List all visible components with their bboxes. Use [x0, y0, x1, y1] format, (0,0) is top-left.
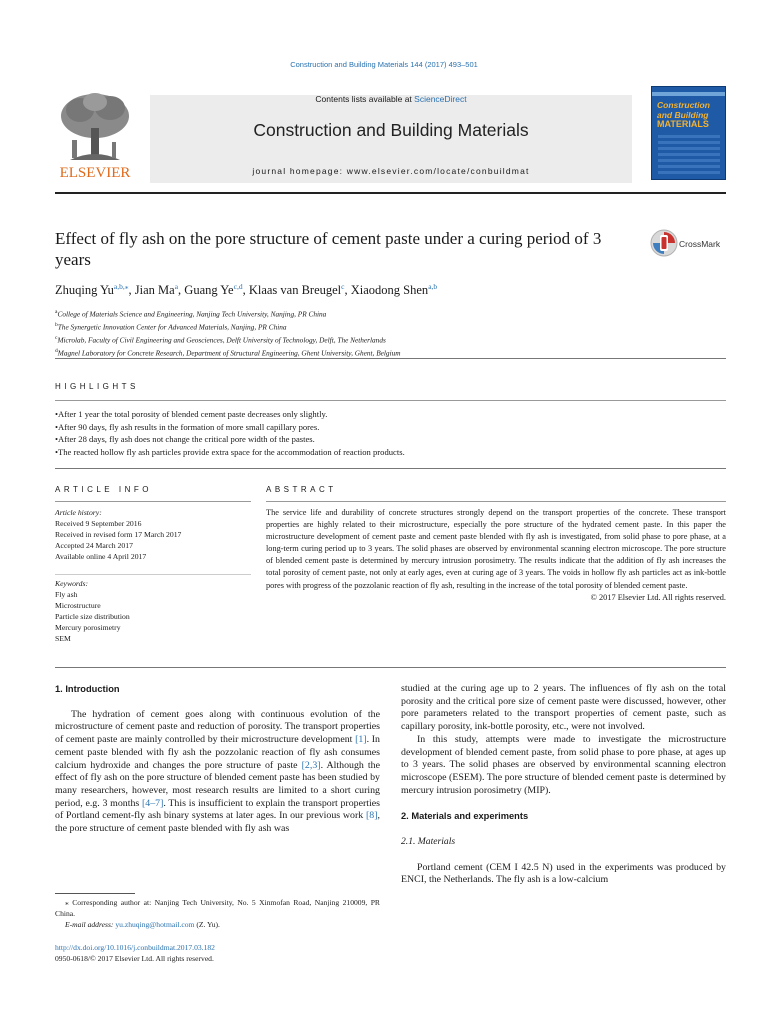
abstract-text: The service life and durability of concrete structures strongly depend on the transport properties of the concrete. These transport properties are highly related to their microstructure, especially the pore structure of the hydrated cement paste. In this paper the microstructure development of cement paste and cement paste blended with fly ash is investigated, from solid phase to pore phase, at a long-term curing period up to 3 years. The solid phases are observed by environmental scanning electron microscope. The pore structure of blended cement paste is determined by mercury intrusion porosimetry. The results indicate that the addition of fly ash increases the total porosity of cement paste, not only at early ages, even at curing age of 3 years. The voids in hollow fly ash particles act as ink-bottle pores with progress of the pozzolanic reaction of fly ash, resulting in the increase of the total porosity of blended cement paste.	[266, 508, 726, 590]
author-name: Jian Ma	[134, 283, 175, 297]
citation-link[interactable]: [4–7]	[141, 797, 164, 809]
affiliation-mark: c	[55, 334, 58, 341]
elsevier-wordmark: ELSEVIER	[59, 165, 131, 180]
email-link[interactable]: yu.zhuqing@hotmail.com	[115, 920, 195, 929]
highlight-text: After 1 year the total porosity of blended cement paste decreases only slightly.	[58, 409, 328, 419]
affiliation-mark: b	[55, 321, 58, 328]
affiliation-text: Microlab, Faculty of Civil Engineering and Geosciences, Delft University of Technology, Delft, The Netherlands	[57, 335, 386, 345]
keyword-item: Mercury porosimetry	[55, 623, 121, 632]
email-label: E-mail address:	[65, 920, 116, 929]
section-heading-materials: 2. Materials and experiments	[401, 811, 529, 822]
history-entry: Received in revised form 17 March 2017	[55, 530, 182, 539]
intro-text: The hydration of cement goes along with continuous evolution of the microstructure of cement paste and reduction of porosity. The transport properties of cement paste are mainly controlled by their microstructure development	[55, 708, 380, 746]
crossmark-label: CrossMark	[679, 239, 721, 249]
crossmark-icon	[650, 229, 678, 257]
highlight-item	[55, 421, 405, 434]
elsevier-logo	[50, 88, 140, 180]
article-info-heading: ARTICLE INFO	[55, 485, 152, 494]
homepage-url-link[interactable]: www.elsevier.com/locate/conbuildmat	[346, 166, 530, 176]
footnote-text: Corresponding author at: Nanjing Tech University, No. 5 Xinmofan Road, Nanjing 210009, PR China.	[55, 898, 380, 918]
keyword-item: Particle size distribution	[55, 612, 130, 621]
cover-stripe	[652, 92, 725, 96]
corresponding-author-note	[55, 897, 380, 919]
divider	[266, 501, 726, 502]
affiliation-text: The Synergetic Innovation Center for Advanced Materials, Nanjing, PR China	[57, 322, 287, 332]
footnote-rule	[55, 893, 135, 894]
author-separator: ,	[178, 283, 185, 297]
history-entry: Available online 4 April 2017	[55, 552, 147, 561]
crossmark-button[interactable]	[650, 229, 730, 259]
affiliation-item	[55, 320, 401, 333]
doi-link[interactable]: http://dx.doi.org/10.1016/j.conbuildmat.2017.03.182	[55, 943, 215, 952]
article-title: Effect of fly ash on the pore structure of cement paste under a curing period of 3 years	[55, 229, 602, 269]
intro-paragraph	[55, 709, 380, 836]
divider	[55, 501, 251, 502]
sciencedirect-link[interactable]: ScienceDirect	[414, 94, 467, 104]
intro-text: . In cement paste blended with fly ash the pozzolanic reaction of fly ash consumes calcium hydroxide and changes the pore structure of paste	[55, 734, 380, 771]
bullet-icon: •	[55, 446, 59, 457]
author-separator: ,	[128, 283, 135, 297]
article-history	[55, 507, 181, 562]
cover-title	[657, 101, 723, 130]
materials-paragraph: Portland cement (CEM I 42.5 N) used in the experiments was produced by ENCI, the Netherlands. The fly ash is a low-calcium	[401, 861, 726, 886]
affiliation-text: Magnel Laboratory for Concrete Research, Department of Structural Engineering, Ghent University, Ghent, Belgium	[57, 348, 401, 358]
author-list	[55, 282, 437, 298]
intro-paragraph-continued: studied at the curing age up to 2 years. The influences of fly ash on the total porosity and the critical pore size of cement paste were discussed, however, other pore parameters related to the transport properties of cement paste, such as capillary porosity, ink-bottle porosity, etc., were not involved.	[401, 683, 726, 733]
cover-title-line3: MATERIALS	[657, 119, 709, 129]
footnote-star: ⁎	[65, 898, 69, 907]
abstract-copyright: © 2017 Elsevier Ltd. All rights reserved.	[590, 592, 726, 602]
author-name: Zhuqing Yu	[55, 283, 114, 297]
keyword-item: SEM	[55, 634, 71, 643]
highlight-item	[55, 446, 405, 459]
issn-copyright: 0950-0618/© 2017 Elsevier Ltd. All rights reserved.	[55, 954, 214, 963]
email-suffix: (Z. Yu).	[194, 920, 220, 929]
author-separator: ,	[344, 283, 351, 297]
affiliation-text: College of Materials Science and Engineering, Nanjing Tech University, Nanjing, PR China	[57, 309, 327, 319]
email-line	[55, 919, 380, 930]
affiliation-list	[55, 307, 401, 359]
intro-text: . Although the effect of fly ash on the pore structure of blended cement paste has been studied by many researchers, however, most research results are limited to a short curing period, e.g. 3 months	[55, 759, 380, 809]
intro-paragraph: In this study, attempts were made to investigate the microstructure development of blended cement paste, from solid phase to pore phase, at ages up to 3 years. The solid phases are observed by environmental scanning electron microscope (ESEM). The pore structure of blended cement paste is determined by mercury intrusion porosimetry (MIP).	[401, 733, 726, 796]
abstract-body	[266, 507, 726, 604]
affiliation-mark: a	[55, 309, 58, 315]
intro-text: . This is insufficient to explain the transport properties of Portland cement-fly ash binary systems at later ages. In our previous work	[55, 797, 380, 822]
contents-line	[150, 94, 632, 104]
cover-title-line2: and Building	[657, 109, 709, 120]
highlights-list	[55, 408, 405, 458]
highlight-item	[55, 408, 405, 421]
author-name: Klaas van Breugel	[248, 283, 342, 297]
body-column-right	[401, 683, 726, 887]
divider	[55, 358, 726, 359]
history-entry: Accepted 24 March 2017	[55, 541, 133, 550]
divider	[55, 574, 251, 575]
author-separator: ,	[242, 283, 249, 297]
highlights-heading: HIGHLIGHTS	[55, 382, 139, 391]
affiliation-item	[55, 307, 401, 320]
affiliation-item	[55, 346, 401, 359]
history-label: Article history:	[55, 508, 102, 517]
keyword-item: Fly ash	[55, 590, 78, 599]
affiliation-mark: d	[55, 347, 58, 354]
cover-pattern	[658, 135, 720, 175]
history-list	[55, 518, 181, 562]
author-affiliation-mark[interactable]: a,b	[428, 282, 438, 291]
journal-citation-link[interactable]: Construction and Building Materials 144 (2017) 493–501	[290, 60, 478, 69]
divider	[55, 667, 726, 668]
bullet-icon: •	[55, 434, 59, 445]
body-column-left	[55, 683, 380, 836]
header-rule	[55, 192, 726, 194]
intro-text: , the pore structure of cement paste blended with fly ash was	[55, 810, 380, 835]
citation-link[interactable]: [8]	[366, 810, 378, 822]
highlight-text: After 90 days, fly ash results in the formation of more small capillary pores.	[58, 421, 320, 432]
doi-block	[55, 942, 215, 964]
homepage-prefix: journal homepage:	[252, 166, 347, 176]
subsection-heading-materials: 2.1. Materials	[401, 836, 456, 848]
citation-link[interactable]: [1]	[355, 734, 367, 746]
highlight-item	[55, 433, 405, 446]
divider	[55, 400, 726, 401]
contents-prefix: Contents lists available at	[315, 94, 415, 104]
affiliation-item	[55, 333, 401, 346]
cover-title-line1: Construction	[657, 100, 710, 110]
author-name: Guang Ye	[184, 283, 234, 297]
journal-cover-image[interactable]	[651, 86, 726, 180]
bullet-icon: •	[55, 409, 59, 419]
citation-link[interactable]: [2,3]	[301, 759, 321, 771]
author-name: Xiaodong Shen	[350, 283, 429, 297]
author-affiliation-mark[interactable]: c	[341, 282, 345, 291]
keyword-item: Microstructure	[55, 601, 101, 610]
keywords-block	[55, 578, 130, 644]
keywords-label: Keywords:	[55, 579, 89, 588]
journal-homepage	[150, 166, 632, 176]
highlight-text: The reacted hollow fly ash particles provide extra space for the accommodation of reaction products.	[58, 446, 405, 457]
author-affiliation-mark[interactable]: c,d	[233, 282, 243, 291]
abstract-heading: ABSTRACT	[266, 485, 337, 494]
journal-title: Construction and Building Materials	[253, 120, 529, 140]
divider	[55, 468, 726, 469]
footnote	[55, 897, 380, 930]
keyword-list	[55, 589, 130, 644]
author-affiliation-mark[interactable]: a,b,⁎	[113, 282, 129, 291]
history-entry: Received 9 September 2016	[55, 519, 142, 528]
bullet-icon: •	[55, 421, 59, 432]
author-affiliation-mark[interactable]: a	[174, 282, 179, 291]
section-heading-introduction: 1. Introduction	[55, 684, 120, 694]
highlight-text: After 28 days, fly ash does not change the critical pore width of the pastes.	[58, 434, 315, 445]
